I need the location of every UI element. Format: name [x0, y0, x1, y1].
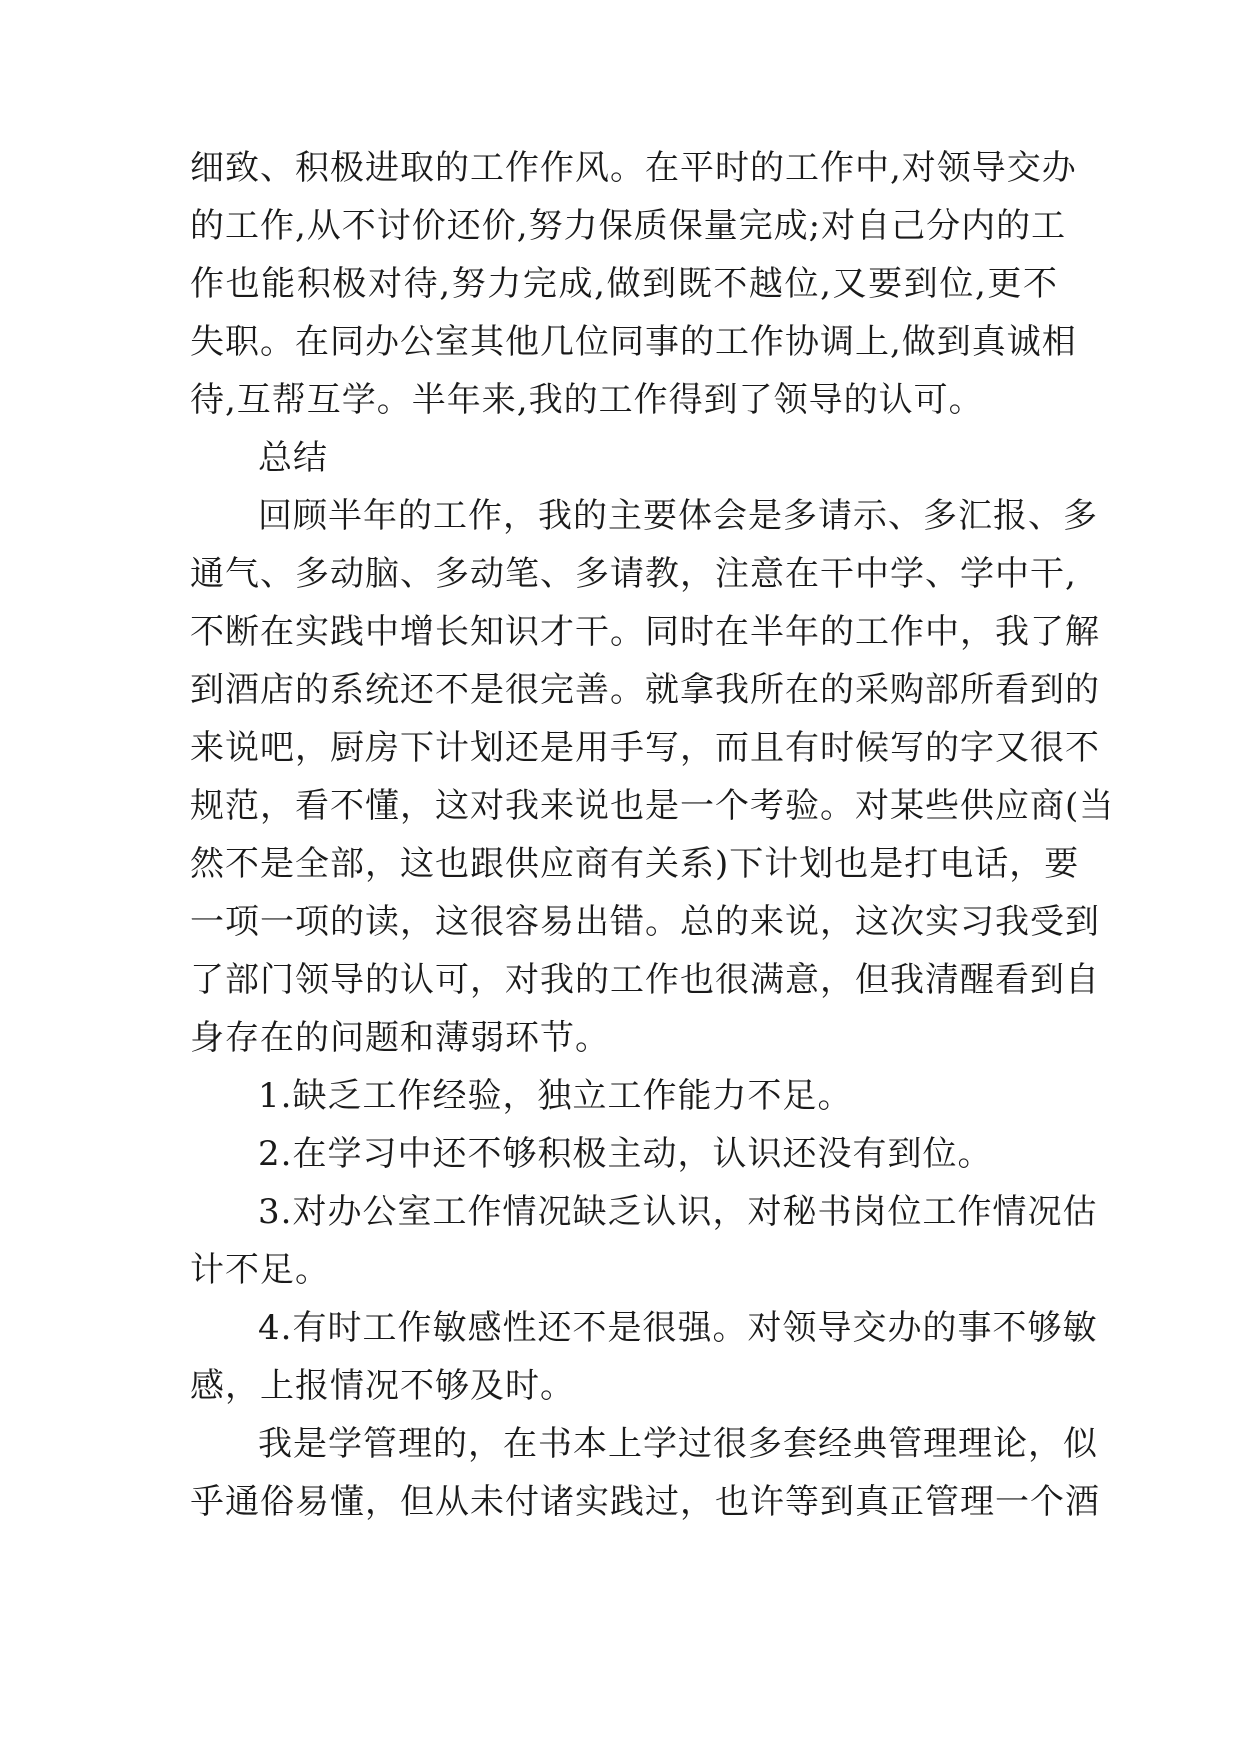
- text-line: 一项一项的读，这很容易出错。总的来说，这次实习我受到: [190, 902, 1100, 942]
- text-line: 通气、多动脑、多动笔、多请教，注意在干中学、学中干,: [190, 554, 1077, 594]
- text-line: 了部门领导的认可，对我的工作也很满意，但我清醒看到自: [190, 960, 1100, 1000]
- text-line: 的工作,从不讨价还价,努力保质保量完成;对自己分内的工: [190, 206, 1067, 246]
- text-line: 到酒店的系统还不是很完善。就拿我所在的采购部所看到的: [190, 670, 1100, 710]
- section-heading: 总结: [258, 438, 328, 478]
- text-line: 作也能积极对待,努力完成,做到既不越位,又要到位,更不: [190, 264, 1058, 304]
- text-line: 回顾半年的工作，我的主要体会是多请示、多汇报、多: [258, 496, 1098, 536]
- text-line: 不断在实践中增长知识才干。同时在半年的工作中，我了解: [190, 612, 1100, 652]
- text-line: 细致、积极进取的工作作风。在平时的工作中,对领导交办: [190, 148, 1077, 188]
- text-line: 然不是全部，这也跟供应商有关系)下计划也是打电话，要: [190, 844, 1080, 884]
- text-line: 规范，看不懂，这对我来说也是一个考验。对某些供应商(当: [190, 786, 1115, 826]
- text-line: 待,互帮互学。半年来,我的工作得到了领导的认可。: [190, 380, 984, 420]
- list-item: 2.在学习中还不够积极主动，认识还没有到位。: [258, 1134, 993, 1174]
- list-item-continuation: 计不足。: [190, 1250, 330, 1290]
- text-line: 来说吧，厨房下计划还是用手写，而且有时候写的字又很不: [190, 728, 1100, 768]
- text-line: 身存在的问题和薄弱环节。: [190, 1018, 610, 1058]
- list-item: 4.有时工作敏感性还不是很强。对领导交办的事不够敏: [258, 1308, 1098, 1348]
- text-line: 我是学管理的，在书本上学过很多套经典管理理论，似: [258, 1424, 1098, 1464]
- text-line: 失职。在同办公室其他几位同事的工作协调上,做到真诚相: [190, 322, 1077, 362]
- text-line: 乎通俗易懂，但从未付诸实践过，也许等到真正管理一个酒: [190, 1482, 1100, 1522]
- list-item: 3.对办公室工作情况缺乏认识，对秘书岗位工作情况估: [258, 1192, 1098, 1232]
- list-item-continuation: 感，上报情况不够及时。: [190, 1366, 575, 1406]
- list-item: 1.缺乏工作经验，独立工作能力不足。: [258, 1076, 853, 1116]
